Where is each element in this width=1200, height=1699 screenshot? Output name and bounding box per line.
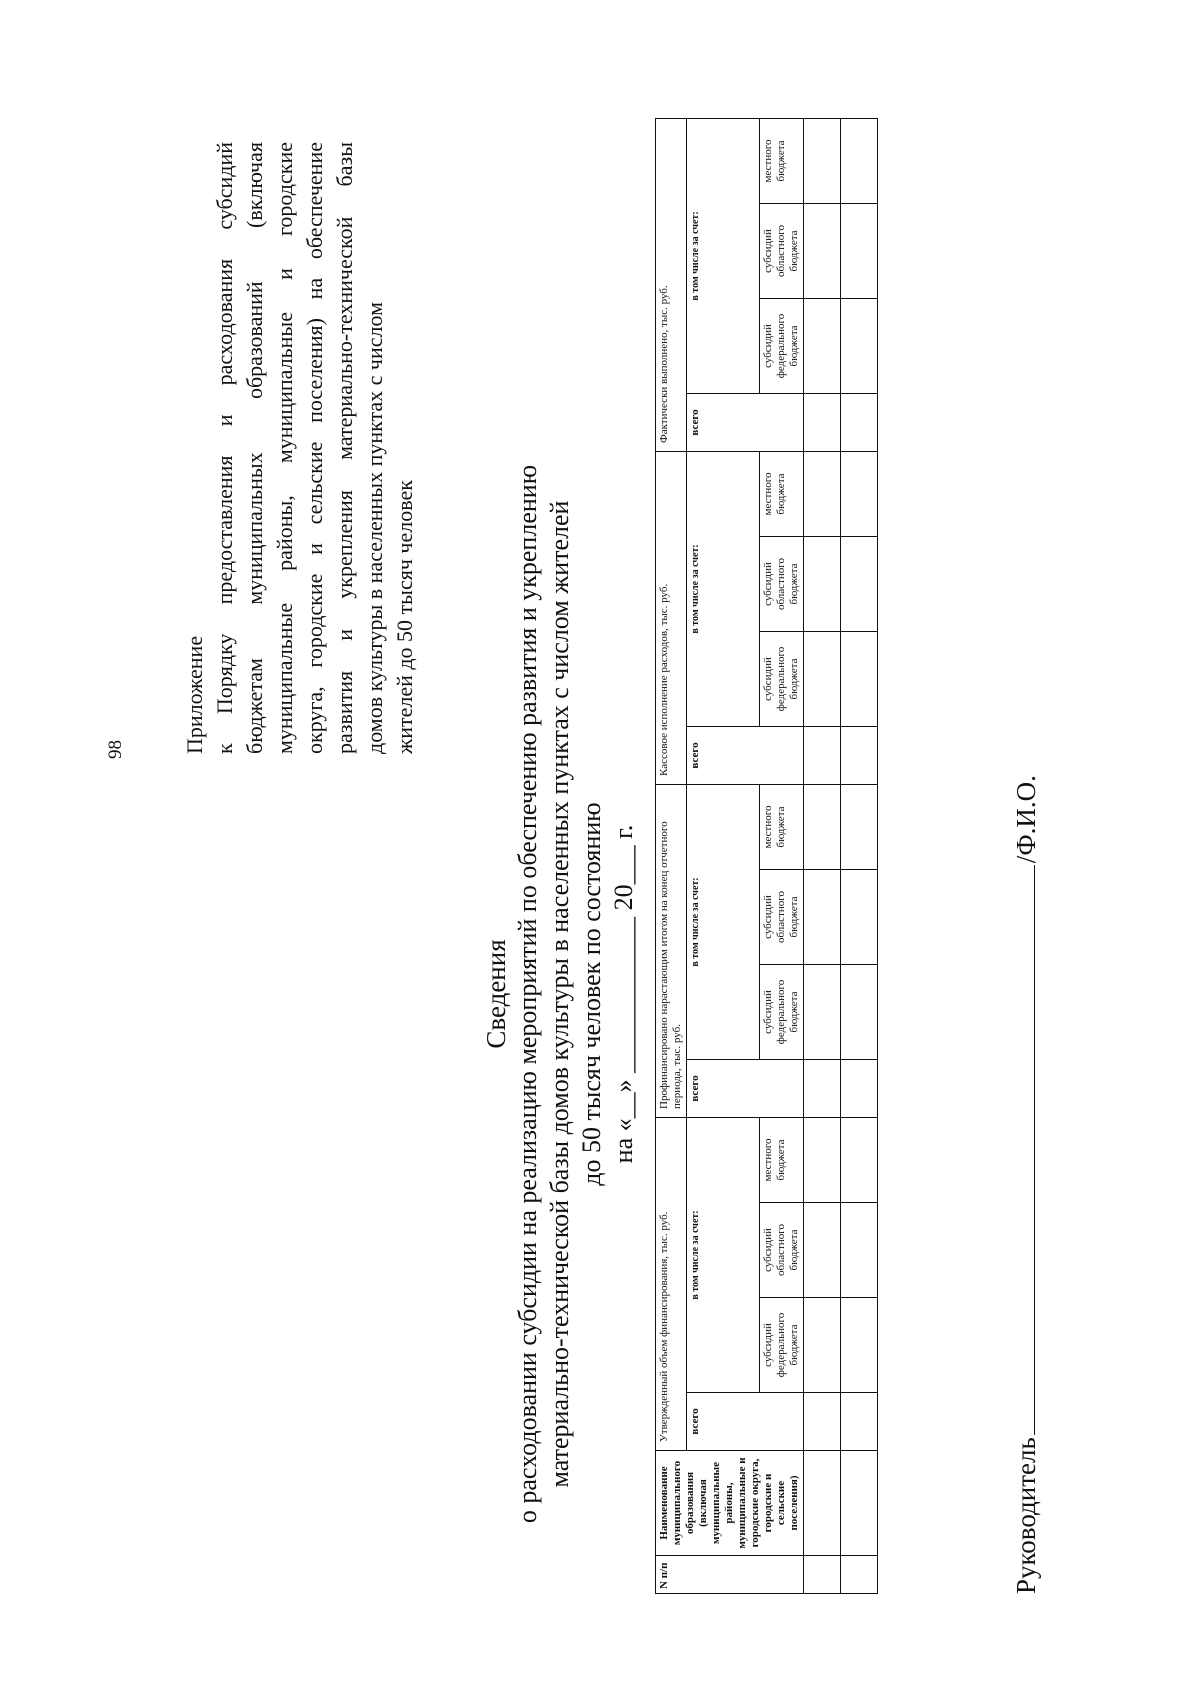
table-cell — [804, 1060, 841, 1118]
report-table — [655, 118, 878, 1594]
header-total: всего — [687, 727, 804, 785]
header-including: в том числе за счет: — [687, 451, 760, 726]
table-cell — [841, 1203, 878, 1298]
appendix-line: муниципальные районы, муниципальные и городские — [272, 142, 297, 754]
header-local: местного бюджета — [760, 785, 804, 870]
header-local: местного бюджета — [760, 1118, 804, 1203]
table-cell — [841, 118, 878, 203]
table-cell — [804, 965, 841, 1060]
header-group-actual: Фактически выполнено, тыс. руб. — [656, 118, 687, 451]
table-cell — [804, 451, 841, 536]
table-cell — [804, 1393, 841, 1451]
appendix-line: развития и укрепления материально-технической базы — [332, 142, 357, 754]
table-cell — [804, 632, 841, 727]
page-number: 98 — [105, 740, 126, 759]
table-cell — [804, 1298, 841, 1393]
signature-label: Руководитель — [1011, 1437, 1041, 1594]
table-cell — [804, 393, 841, 451]
table-row — [841, 118, 878, 1593]
header-federal: субсидий федерального бюджета — [760, 632, 804, 727]
header-including: в том числе за счет: — [687, 785, 760, 1060]
signature-block — [1010, 694, 1042, 1594]
table-cell — [841, 632, 878, 727]
document-heading — [480, 349, 640, 1639]
table-cell — [804, 1556, 841, 1594]
header-group-financed: Профинансировано нарастающим итогом на конец отчетного периода, тыс. руб. — [656, 785, 687, 1118]
table-cell — [804, 537, 841, 632]
date-line: на «__» ____________ 20___ г. — [609, 824, 638, 1164]
header-number: N п/п — [656, 1556, 804, 1594]
document-title: Сведения — [481, 939, 511, 1049]
table-cell — [804, 298, 841, 393]
table-cell — [804, 203, 841, 298]
table-cell — [841, 298, 878, 393]
header-including: в том числе за счет: — [687, 118, 760, 393]
table-cell — [841, 1393, 878, 1451]
appendix-block — [180, 142, 420, 754]
table-cell — [804, 785, 841, 870]
table-cell — [841, 393, 878, 451]
signature-fio: /Ф.И.О. — [1011, 775, 1041, 864]
table-cell — [841, 965, 878, 1060]
appendix-line: жителей до 50 тысяч человек — [392, 480, 417, 754]
table-cell — [841, 203, 878, 298]
heading-line: до 50 тысяч человек по состоянию — [577, 802, 606, 1186]
table-cell — [841, 727, 878, 785]
table-cell — [804, 870, 841, 965]
header-regional: субсидий областного бюджета — [760, 870, 804, 965]
header-total: всего — [687, 1393, 804, 1451]
header-regional: субсидий областного бюджета — [760, 537, 804, 632]
appendix-line: к Порядку предоставления и расходования субсидий — [212, 142, 237, 754]
header-municipality: Наименование муниципального образования (включая муниципальные районы, муниципальные и городские округа, городские и сельские поселения) — [656, 1451, 804, 1556]
table-cell — [841, 870, 878, 965]
table-body — [804, 118, 878, 1593]
table-cell — [804, 727, 841, 785]
header-regional: субсидий областного бюджета — [760, 1203, 804, 1298]
heading-line: материально-технической базы домов культуры в населенных пунктах с числом жителей — [545, 500, 574, 1488]
header-local: местного бюджета — [760, 451, 804, 536]
table-cell — [841, 1556, 878, 1594]
table-cell — [841, 1298, 878, 1393]
table-cell — [841, 1118, 878, 1203]
table-cell — [841, 1060, 878, 1118]
header-total: всего — [687, 1060, 804, 1118]
table-cell — [841, 1451, 878, 1556]
signature-line — [1010, 865, 1035, 1435]
header-group-cash: Кассовое исполнение расходов, тыс. руб. — [656, 451, 687, 784]
header-group-approved: Утвержденный объем финансирования, тыс. руб. — [656, 1118, 687, 1451]
header-local: местного бюджета — [760, 118, 804, 203]
table-cell — [804, 118, 841, 203]
table-row — [804, 118, 841, 1593]
header-total: всего — [687, 393, 804, 451]
appendix-line: бюджетам муниципальных образований (включая — [242, 142, 267, 754]
table-cell — [841, 451, 878, 536]
appendix-line: домов культуры в населенных пунктах с числом — [362, 301, 387, 754]
header-federal: субсидий федерального бюджета — [760, 1298, 804, 1393]
table-cell — [841, 785, 878, 870]
table-cell — [841, 537, 878, 632]
header-including: в том числе за счет: — [687, 1118, 760, 1393]
table-cell — [804, 1203, 841, 1298]
header-federal: субсидий федерального бюджета — [760, 965, 804, 1060]
appendix-label: Приложение — [182, 635, 207, 754]
header-federal: субсидий федерального бюджета — [760, 298, 804, 393]
appendix-line: округа, городские и сельские поселения) на обеспечение — [302, 142, 327, 754]
heading-line: о расходовании субсидии на реализацию мероприятий по обеспечению развития и укреплению — [513, 464, 542, 1524]
table-cell — [804, 1451, 841, 1556]
header-regional: субсидий областного бюджета — [760, 203, 804, 298]
table-cell — [804, 1118, 841, 1203]
